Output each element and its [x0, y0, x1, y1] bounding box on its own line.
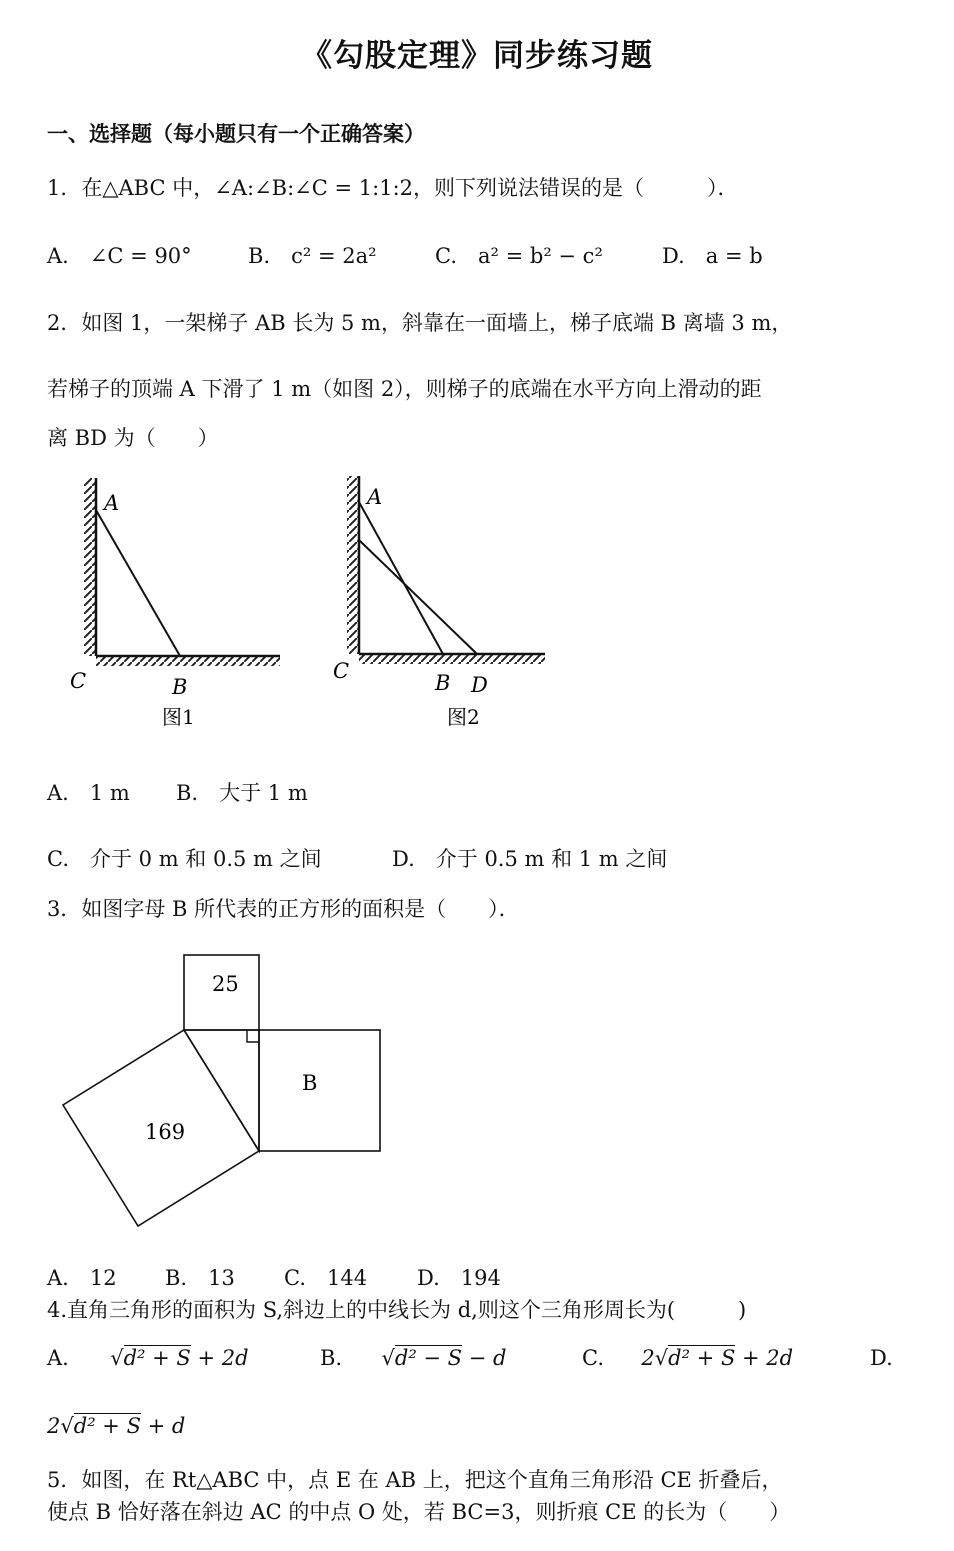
sqrt-icon: √: [654, 1346, 669, 1370]
ladder-slid: [359, 540, 477, 654]
option-c-coef: 2: [641, 1346, 655, 1370]
question-4-stem: 4.直角三角形的面积为 S,斜边上的中线长为 d,则这个三角形周长为( ): [47, 1298, 747, 1322]
option-a-tail: + 2d: [190, 1346, 249, 1370]
option-c-radicand: d² + S: [668, 1346, 736, 1370]
option-c-tail: + 2d: [735, 1346, 794, 1370]
wall-hatch: [347, 476, 359, 654]
point-b-label: B: [172, 675, 188, 699]
wall-hatch: [84, 478, 96, 656]
point-a-label: A: [367, 485, 383, 509]
question-3-option-c: C. 144: [284, 1266, 368, 1290]
option-d-tail: + d: [140, 1414, 186, 1438]
question-3-option-b: B. 13: [165, 1266, 235, 1290]
question-2-option-b: B. 大于 1 m: [176, 781, 308, 805]
option-c-label: C.: [582, 1346, 604, 1370]
sqrt-icon: √: [60, 1414, 74, 1438]
question-2-line-1: 2．如图 1，一架梯子 AB 长为 5 m，斜靠在一面墙上，梯子底端 B 离墙 3 m，: [47, 311, 793, 335]
option-b-label: B.: [320, 1346, 343, 1370]
section-heading: 一、选择题（每小题只有一个正确答案）: [47, 122, 425, 146]
question-2-option-a: A. 1 m: [47, 781, 130, 805]
figure-1-ladder: [60, 470, 300, 740]
option-d-coef: 2: [47, 1414, 61, 1438]
square-b: [259, 1030, 380, 1151]
question-1-option-c: C. a² = b² − c²: [435, 244, 603, 268]
question-3-option-d: D. 194: [417, 1266, 501, 1290]
page-title: 《勾股定理》同步练习题: [301, 38, 653, 74]
question-4-option-d: [47, 1414, 185, 1438]
question-5-line-2: 使点 B 恰好落在斜边 AC 的中点 O 处，若 BC=3，则折痕 CE 的长为（ ）: [47, 1500, 791, 1524]
figure-2-caption: 图2: [447, 705, 480, 729]
ground-hatch: [359, 654, 545, 664]
option-a-radicand: d² + S: [123, 1346, 191, 1370]
point-c-label: C: [70, 669, 87, 693]
option-b-radicand: d² − S: [394, 1346, 463, 1370]
square-169-label: 169: [145, 1120, 186, 1144]
sqrt-icon: √: [110, 1346, 124, 1370]
square-25-label: 25: [212, 972, 239, 996]
question-3-stem: 3．如图字母 B 所代表的正方形的面积是（ ）．: [47, 897, 520, 921]
question-1-option-d: D. a = b: [662, 244, 763, 268]
figure-1-caption: 图1: [162, 705, 195, 729]
question-1-option-a: A. ∠C = 90°: [47, 244, 192, 268]
figure-3-squares: [55, 945, 395, 1235]
point-c-label: C: [333, 659, 350, 683]
point-a-label: A: [104, 491, 120, 515]
question-3-option-a: A. 12: [47, 1266, 117, 1290]
question-1-stem: 1．在△ABC 中，∠A:∠B:∠C = 1:1:2，则下列说法错误的是（ ）．: [47, 176, 739, 200]
square-b-label: B: [302, 1071, 318, 1095]
right-angle-mark: [247, 1030, 259, 1042]
question-5-line-1: 5．如图，在 Rt△ABC 中，点 E 在 AB 上，把这个直角三角形沿 CE 折叠后，: [47, 1468, 783, 1492]
question-2-line-3: 离 BD 为（ ）: [47, 426, 219, 450]
ladder-ab: [96, 510, 180, 656]
question-4-option-d-label: D.: [870, 1346, 893, 1370]
option-d-radicand: d² + S: [73, 1414, 141, 1438]
question-4-option-b: [320, 1346, 506, 1370]
ground-hatch: [96, 656, 280, 666]
point-b-label: B: [435, 671, 451, 695]
option-b-tail: − d: [462, 1346, 507, 1370]
sqrt-icon: √: [381, 1346, 395, 1370]
question-1-option-b: B. c² = 2a²: [248, 244, 377, 268]
question-4-option-a: [47, 1346, 249, 1370]
ladder-ab: [359, 502, 443, 654]
point-d-label: D: [471, 673, 488, 697]
option-a-label: A.: [47, 1346, 69, 1370]
question-2-option-d: D. 介于 0.5 m 和 1 m 之间: [392, 847, 668, 871]
question-2-line-2: 若梯子的顶端 A 下滑了 1 m（如图 2），则梯子的底端在水平方向上滑动的距: [47, 377, 762, 401]
question-4-option-c: [582, 1346, 793, 1370]
figure-2-ladder: [325, 470, 565, 740]
question-2-option-c: C. 介于 0 m 和 0.5 m 之间: [47, 847, 322, 871]
